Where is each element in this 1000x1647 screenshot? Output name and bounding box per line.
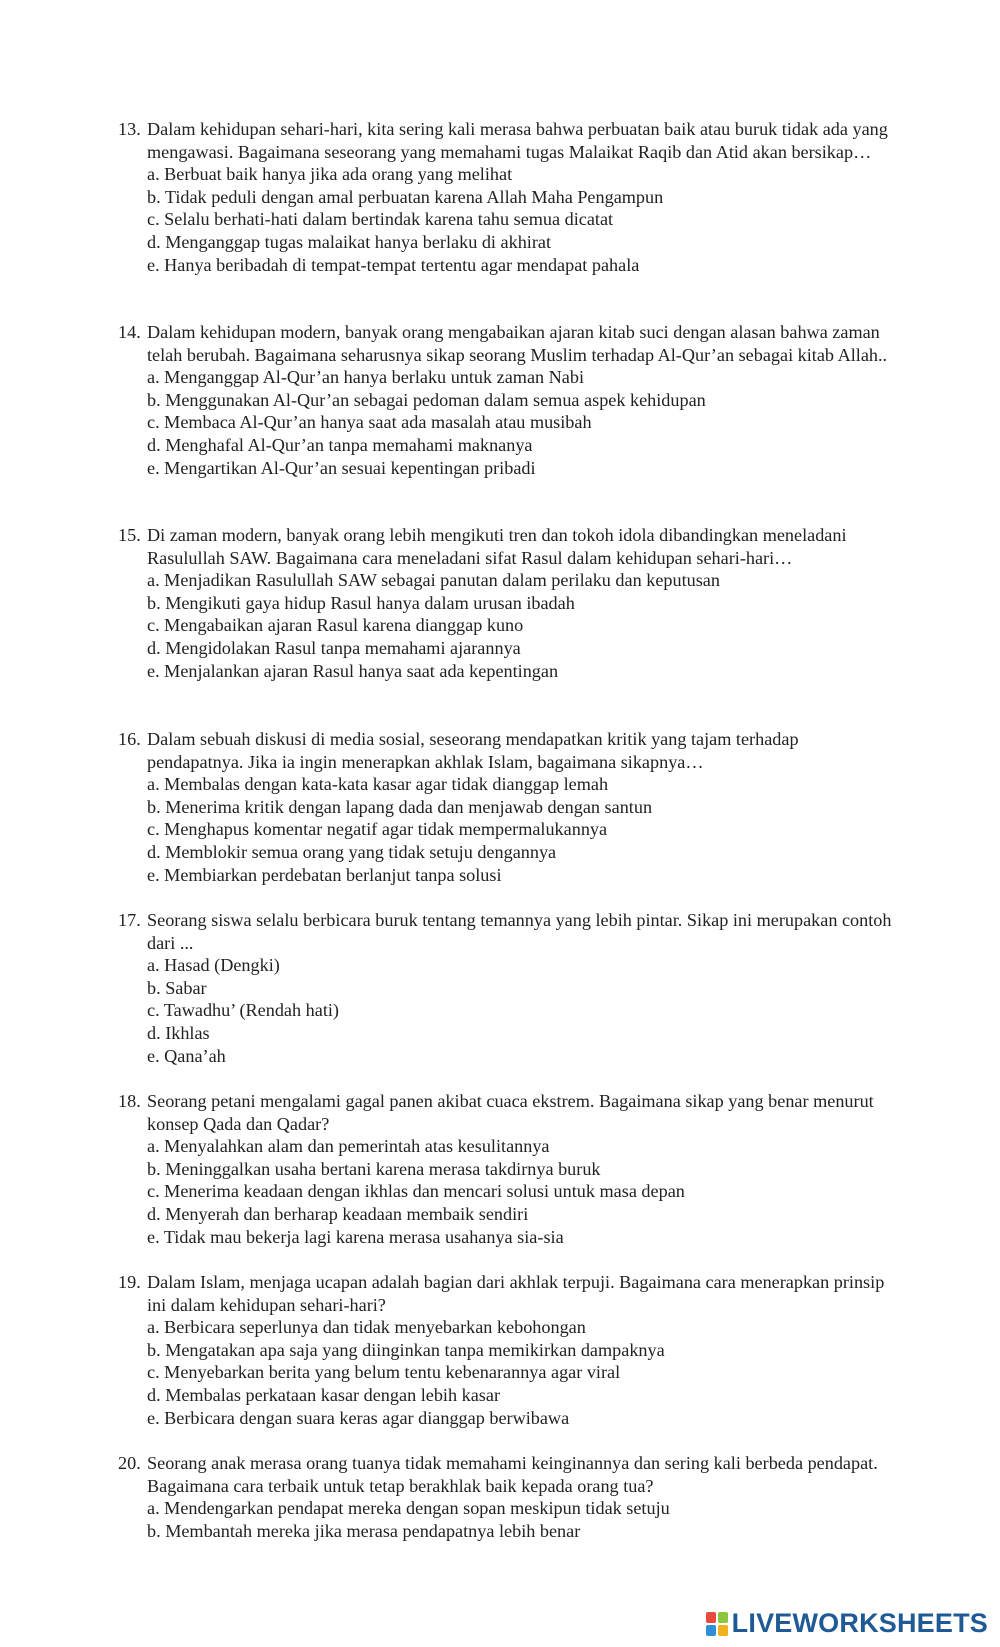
answer-options bbox=[118, 1135, 898, 1248]
question-number: 16. bbox=[118, 729, 141, 749]
answer-option-b: b. Mengatakan apa saja yang diinginkan tanpa memikirkan dampaknya bbox=[147, 1339, 665, 1360]
answer-option-d: d. Ikhlas bbox=[147, 1022, 210, 1043]
question-text: Di zaman modern, banyak orang lebih mengikuti tren dan tokoh idola dibandingkan meneladani Rasulullah SAW. Bagaimana cara meneladani sifat Rasul dalam kehidupan sehari-hari… bbox=[147, 525, 847, 568]
answer-option-a: a. Membalas dengan kata-kata kasar agar tidak dianggap lemah bbox=[147, 774, 609, 795]
answer-option-c: c. Menghapus komentar negatif agar tidak mempermalukannya bbox=[147, 819, 608, 840]
answer-option-a: a. Berbuat baik hanya jika ada orang yang melihat bbox=[147, 164, 513, 185]
answer-option-d: d. Menyerah dan berharap keadaan membaik sendiri bbox=[147, 1203, 529, 1224]
question-16 bbox=[118, 728, 898, 886]
answer-option-c: c. Menyebarkan berita yang belum tentu kebenarannya agar viral bbox=[147, 1362, 621, 1383]
question-number: 19. bbox=[118, 1272, 141, 1292]
answer-option-a: a. Berbicara seperlunya dan tidak menyebarkan kebohongan bbox=[147, 1317, 586, 1338]
answer-options bbox=[118, 773, 898, 886]
question-text: Dalam Islam, menjaga ucapan adalah bagian dari akhlak terpuji. Bagaimana cara menerapkan prinsip ini dalam kehidupan sehari-hari? bbox=[147, 1272, 885, 1315]
answer-options bbox=[118, 569, 898, 682]
question-17 bbox=[118, 909, 898, 1067]
question-19 bbox=[118, 1271, 898, 1429]
answer-option-e: e. Menjalankan ajaran Rasul hanya saat ada kepentingan bbox=[147, 660, 559, 681]
answer-options bbox=[118, 366, 898, 479]
answer-option-e: e. Membiarkan perdebatan berlanjut tanpa solusi bbox=[147, 864, 502, 885]
answer-option-e: e. Tidak mau bekerja lagi karena merasa usahanya sia-sia bbox=[147, 1226, 564, 1247]
answer-option-d: d. Menghafal Al-Qur’an tanpa memahami maknanya bbox=[147, 434, 533, 455]
answer-option-d: d. Menganggap tugas malaikat hanya berlaku di akhirat bbox=[147, 231, 552, 252]
brand-name: LIVEWORKSHEETS bbox=[731, 1608, 988, 1638]
answer-option-a: a. Mendengarkan pendapat mereka dengan sopan meskipun tidak setuju bbox=[147, 1498, 670, 1519]
answer-options bbox=[118, 954, 898, 1067]
answer-option-b: b. Menggunakan Al-Qur’an sebagai pedoman dalam semua aspek kehidupan bbox=[147, 389, 706, 410]
answer-option-d: d. Memblokir semua orang yang tidak setuju dengannya bbox=[147, 841, 557, 862]
answer-option-d: d. Membalas perkataan kasar dengan lebih kasar bbox=[147, 1384, 500, 1405]
question-14 bbox=[118, 321, 898, 479]
question-20 bbox=[118, 1452, 898, 1542]
answer-option-b: b. Mengikuti gaya hidup Rasul hanya dalam urusan ibadah bbox=[147, 592, 575, 613]
question-18 bbox=[118, 1090, 898, 1248]
question-number: 13. bbox=[118, 119, 141, 139]
answer-option-b: b. Menerima kritik dengan lapang dada dan menjawab dengan santun bbox=[147, 796, 653, 817]
logo-square bbox=[706, 1625, 716, 1636]
answer-option-d: d. Mengidolakan Rasul tanpa memahami ajarannya bbox=[147, 637, 521, 658]
question-text: Seorang anak merasa orang tuanya tidak memahami keinginannya dan sering kali berbeda pendapat. Bagaimana cara terbaik untuk tetap berakhlak baik kepada orang tua? bbox=[147, 1453, 878, 1496]
question-text: Dalam sebuah diskusi di media sosial, seseorang mendapatkan kritik yang tajam terhadap pendapatnya. Jika ia ingin menerapkan akhlak Islam, bagaimana sikapnya… bbox=[147, 729, 799, 772]
answer-options bbox=[118, 1316, 898, 1429]
logo-square bbox=[718, 1625, 728, 1636]
answer-option-e: e. Mengartikan Al-Qur’an sesuai kepentingan pribadi bbox=[147, 457, 536, 478]
liveworksheets-logo-icon bbox=[706, 1612, 728, 1636]
answer-option-a: a. Menganggap Al-Qur’an hanya berlaku untuk zaman Nabi bbox=[147, 367, 585, 388]
answer-option-b: b. Meninggalkan usaha bertani karena merasa takdirnya buruk bbox=[147, 1158, 601, 1179]
answer-option-e: e. Hanya beribadah di tempat-tempat tertentu agar mendapat pahala bbox=[147, 254, 640, 275]
question-text: Seorang petani mengalami gagal panen akibat cuaca ekstrem. Bagaimana sikap yang benar menurut konsep Qada dan Qadar? bbox=[147, 1091, 874, 1134]
question-text: Dalam kehidupan sehari-hari, kita sering kali merasa bahwa perbuatan baik atau buruk tidak ada yang mengawasi. Bagaimana seseorang yang memahami tugas Malaikat Raqib dan Atid akan bersikap… bbox=[147, 119, 888, 162]
answer-options bbox=[118, 163, 898, 276]
question-number: 18. bbox=[118, 1091, 141, 1111]
answer-option-a: a. Menyalahkan alam dan pemerintah atas kesulitannya bbox=[147, 1136, 550, 1157]
answer-option-a: a. Menjadikan Rasulullah SAW sebagai panutan dalam perilaku dan keputusan bbox=[147, 570, 720, 591]
question-number: 15. bbox=[118, 525, 141, 545]
answer-option-c: c. Membaca Al-Qur’an hanya saat ada masalah atau musibah bbox=[147, 412, 592, 433]
answer-option-c: c. Menerima keadaan dengan ikhlas dan mencari solusi untuk masa depan bbox=[147, 1181, 685, 1202]
liveworksheets-watermark bbox=[706, 1608, 988, 1639]
question-13 bbox=[118, 118, 898, 276]
question-15 bbox=[118, 524, 898, 682]
answer-option-c: c. Mengabaikan ajaran Rasul karena dianggap kuno bbox=[147, 615, 524, 636]
answer-option-e: e. Berbicara dengan suara keras agar dianggap berwibawa bbox=[147, 1407, 570, 1428]
answer-option-c: c. Selalu berhati-hati dalam bertindak karena tahu semua dicatat bbox=[147, 209, 614, 230]
answer-option-b: b. Membantah mereka jika merasa pendapatnya lebih benar bbox=[147, 1520, 581, 1541]
answer-option-a: a. Hasad (Dengki) bbox=[147, 955, 280, 976]
answer-option-b: b. Tidak peduli dengan amal perbuatan karena Allah Maha Pengampun bbox=[147, 186, 664, 207]
answer-options bbox=[118, 1497, 898, 1542]
question-text: Dalam kehidupan modern, banyak orang mengabaikan ajaran kitab suci dengan alasan bahwa zaman telah berubah. Bagaimana seharusnya sikap seorang Muslim terhadap Al-Qur’an sebagai kitab Allah.. bbox=[147, 322, 888, 365]
logo-square bbox=[718, 1612, 728, 1623]
logo-square bbox=[706, 1612, 716, 1623]
answer-option-e: e. Qana’ah bbox=[147, 1045, 226, 1066]
question-number: 17. bbox=[118, 910, 141, 930]
answer-option-c: c. Tawadhu’ (Rendah hati) bbox=[147, 1000, 339, 1021]
question-number: 20. bbox=[118, 1453, 141, 1473]
answer-option-b: b. Sabar bbox=[147, 977, 207, 998]
question-text: Seorang siswa selalu berbicara buruk tentang temannya yang lebih pintar. Sikap ini merupakan contoh dari ... bbox=[147, 910, 892, 953]
question-number: 14. bbox=[118, 322, 141, 342]
